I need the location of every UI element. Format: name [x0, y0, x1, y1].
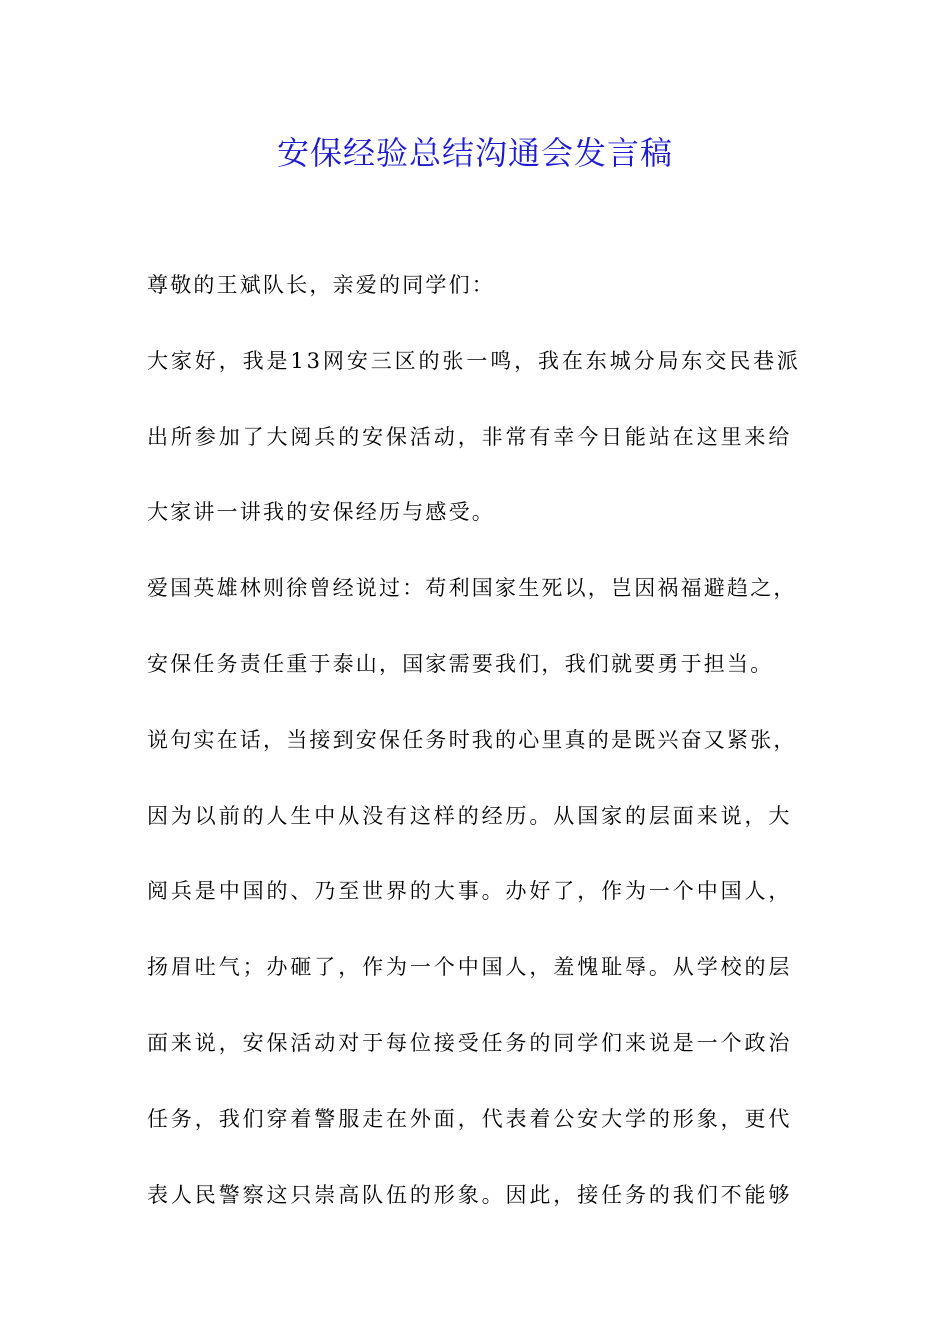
body-line: 爱国英雄林则徐曾经说过：苟利国家生死以，岂因祸福避趋之，	[147, 576, 797, 601]
body-line: 出所参加了大阅兵的安保活动，非常有幸今日能站在这里来给	[147, 424, 793, 449]
body-line: 阅兵是中国的、乃至世界的大事。办好了，作为一个中国人，	[147, 879, 793, 904]
document-title: 安保经验总结沟通会发言稿	[276, 134, 673, 172]
body-line: 面来说，安保活动对于每位接受任务的同学们来说是一个政治	[147, 1030, 793, 1055]
body-line: 因为以前的人生中从没有这样的经历。从国家的层面来说，大	[147, 803, 793, 828]
document-body	[147, 265, 827, 1250]
body-line: 安保任务责任重于泰山，国家需要我们，我们就要勇于担当。	[147, 651, 774, 676]
body-line: 扬眉吐气；办砸了，作为一个中国人，羞愧耻辱。从学校的层	[147, 955, 793, 980]
body-line: 任务，我们穿着警服走在外面，代表着公安大学的形象，更代	[147, 1106, 793, 1131]
salutation-line: 尊敬的王斌队长，亲爱的同学们：	[147, 273, 495, 297]
body-line: 说句实在话，当接到安保任务时我的心里真的是既兴奋又紧张，	[147, 727, 797, 752]
body-line: 表人民警察这只崇高队伍的形象。因此，接任务的我们不能够	[147, 1182, 793, 1207]
body-line: 大家好，我是13网安三区的张一鸣，我在东城分局东交民巷派	[147, 348, 801, 373]
body-line: 大家讲一讲我的安保经历与感受。	[147, 500, 495, 525]
